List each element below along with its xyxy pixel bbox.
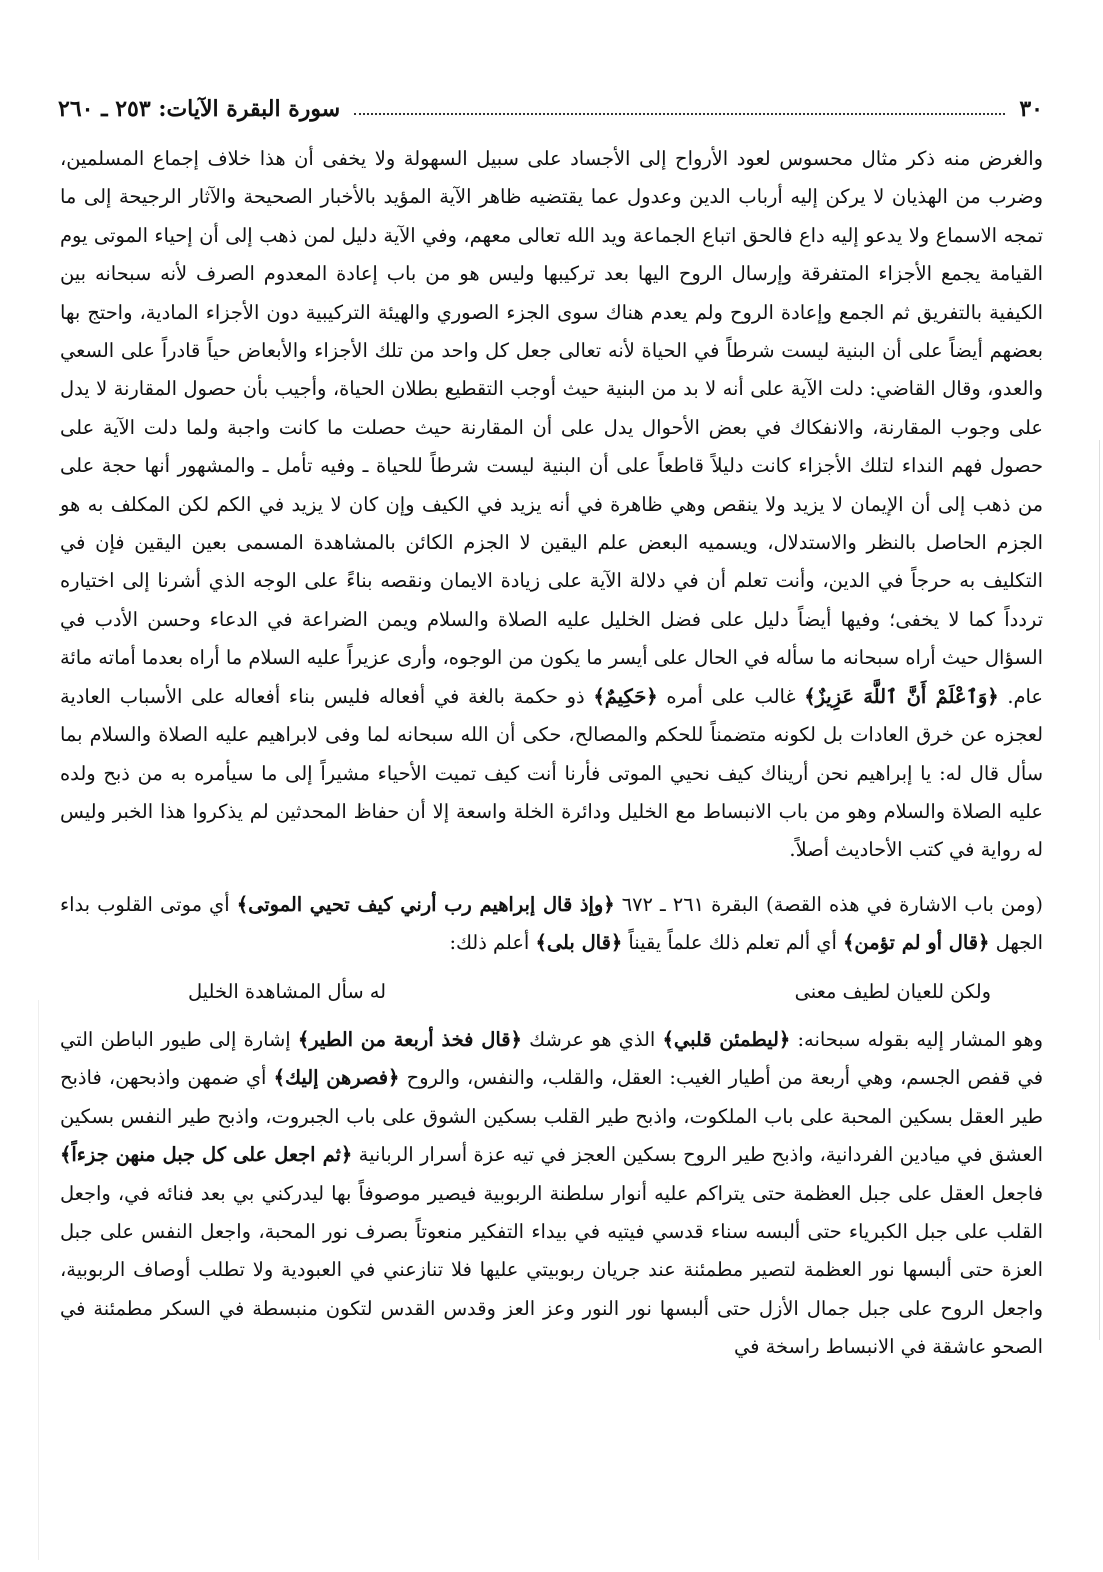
page-number: ٣٠ (1019, 96, 1043, 122)
quran-quote: ﴿ليطمئن قلبي﴾ (662, 1027, 791, 1051)
quran-quote: ﴿وَٱعْلَمْ أَنَّ ٱللَّهَ عَزِيزٌ﴾ (804, 684, 999, 708)
quran-quote: ﴿وإذ قال إبراهيم رب أرني كيف تحيي الموتى﴾ (236, 892, 615, 916)
scan-edge-line (1099, 440, 1100, 1340)
paragraph-text: إشارة إلى طيور الباطن التي في قفص الجسم، وهي أربعة من أطيار الغيب: العقل، والقلب، والنفس، والروح (60, 1027, 1043, 1090)
paragraph-text: فاجعل العقل على جبل العظمة حتى يتراكم عليه أنوار سلطنة الربوبية فيصير موصوفاً بها ليدركني بي بعد فنائه في، واجعل القلب على جبل الكبرياء حتى ألبسه سناء قدسي فيتيه في بيداء التفكير منعوتاً بصرف نور المحبة، واجعل النفس على جبل العزة حتى ألبسها نور العظمة لتصير مطمئنة عند جريان ربوبيتي عليها فلا تنازعني في العبودية ولا تطلب أوصاف الربوبية، واجعل الروح على جبل جمال الأزل حتى ألبسها نور النور وعز العز وقدس القدس لتكون منبسطة في السكر مطمئنة في الصحو عاشقة في الانبساط راسخة في (60, 1181, 1043, 1359)
poetry-verse (60, 967, 1043, 1017)
paragraph-text: أعلم ذلك: (449, 931, 530, 955)
paragraph-commentary (60, 140, 1043, 870)
paragraph-text: (ومن باب الاشارة في هذه القصة) البقرة ٢٦١ ـ ٦٧٢ (621, 892, 1043, 916)
quran-quote: ﴿قال بلى﴾ (535, 931, 623, 955)
page-body (60, 140, 1043, 1367)
quran-quote: ﴿قال فخذ أربعة من الطير﴾ (297, 1027, 522, 1051)
quran-quote: ﴿قال أو لم تؤمن﴾ (843, 931, 990, 955)
paragraph-text: وهو المشار إليه بقوله سبحانه: (797, 1027, 1044, 1051)
running-title: سورة البقرة الآيات: ٢٥٣ ـ ٢٦٠ (58, 96, 341, 122)
quran-quote: ﴿ثم اجعل على كل جبل منهن جزءاً﴾ (60, 1143, 353, 1167)
paragraph-text: والغرض منه ذكر مثال محسوس لعود الأرواح إلى الأجساد على سبيل السهولة ولا يخفى أن هذا خلاف إجماع المسلمين، وضرب من الهذيان لا يركن إليه أرباب الدين وعدول عما يقتضيه ظاهر الآية المؤيد بالأخبار الصحيحة والآثار الرجيحة إلى ما تمجه الاسماع ولا يدعو إليه داع فالحق اتباع الجماعة ويد الله تعالى معهم، وفي الآية دليل لمن ذهب إلى أن إحياء الموتى يوم القيامة يجمع الأجزاء المتفرقة وإرسال الروح اليها بعد تركيبها وليس هو من باب إعادة المعدوم الصرف لأنه سبحانه بين الكيفية بالتفريق ثم الجمع وإعادة الروح ولم يعدم هناك سوى الجزء الصوري والهيئة التركيبية دون الأجزاء المادية، واحتج بها بعضهم أيضاً على أن البنية ليست شرطاً في الحياة لأنه تعالى جعل كل واحد من تلك الأجزاء والأبعاض حياً قادراً على السعي والعدو، وقال القاضي: دلت الآية على أنه لا بد من البنية حيث أوجب التقطيع بطلان الحياة، وأجيب بأن حصول المقارنة لا يدل على وجوب المقارنة، والانفكاك في بعض الأحوال يدل على أن المقارنة حيث حصلت ما كانت واجبة ولما دلت الآية على حصول فهم النداء لتلك الأجزاء كانت دليلاً قاطعاً على أن البنية ليست شرطاً للحياة ـ وفيه تأمل ـ والمشهور أنها حجة على من ذهب إلى أن الإيمان لا يزيد ولا ينقص وهي ظاهرة في أنه يزيد في الكيف وإن كان لا يزيد في الكم لكن المكلف به هو الجزم الحاصل بالنظر والاستدلال، ويسميه البعض علم اليقين لا الجزم الكائن بالمشاهدة المسمى بعين اليقين فإن في التكليف به حرجاً في الدين، وأنت تعلم أن في دلالة الآية على زيادة الايمان ونقصه بناءً على الوجه الذي أشرنا إلى اختياره تردداً كما لا يخفى؛ وفيها أيضاً دليل على فضل الخليل عليه الصلاة والسلام ويمن الضراعة في الدعاء وحسن الأدب في السؤال حيث أراه سبحانه ما سأله في الحال على أيسر ما يكون من الوجوه، وأرى عزيراً عليه السلام ما أراه بعدما أماته مائة عام. (60, 147, 1043, 708)
verse-second-hemistich: له سأل المشاهدة الخليل (188, 979, 387, 1003)
paragraph-text: أي ألم تعلم ذلك علماً يقيناً (628, 931, 837, 955)
paragraph-text: أي ضمهن واذبحهن، فاذبح طير العقل بسكين المحبة على باب الملكوت، واذبح طير القلب بسكين الشوق على باب الجبروت، واذبح طير النفس بسكين العشق في ميادين الفردانية، واذبح طير الروح بسكين العجز في تيه عزة أسرار الربانية (60, 1066, 1043, 1167)
paragraph-text: ذو حكمة بالغة في أفعاله فليس بناء أفعاله على الأسباب العادية لعجزه عن خرق العادات بل لكونه متضمناً للحكم والمصالح، حكى أن الله سبحانه لما وفى لابراهيم عليه الصلاة والسلام بما سأل قال له: يا إبراهيم نحن أريناك كيف نحيي الموتى فأرنا أنت كيف تميت الأحياء مشيراً إلى ما سيأمره به من ذبح ولده عليه الصلاة والسلام وهو من باب الانبساط مع الخليل ودائرة الخلة واسعة إلا أن حفاظ المحدثين لم يذكروا هذا الخبر وليس له رواية في كتب الأحاديث أصلاً. (60, 684, 1043, 862)
header-dotted-leader (354, 113, 1005, 115)
paragraph-ishara (60, 886, 1043, 963)
paragraph-birds (60, 1021, 1043, 1367)
quran-quote: ﴿فصرهن إليك﴾ (273, 1066, 400, 1090)
verse-first-hemistich: ولكن للعيان لطيف معنى (794, 979, 991, 1003)
paragraph-text: غالب على أمره (666, 684, 796, 708)
paragraph-text: أي موتى القلوب بداء الجهل (60, 892, 1043, 955)
page-header (58, 92, 1043, 126)
scan-edge-line (38, 1000, 39, 1560)
paragraph-text: الذي هو عرشك (529, 1027, 656, 1051)
quran-quote: ﴿حَكِيمٌ﴾ (593, 684, 658, 708)
